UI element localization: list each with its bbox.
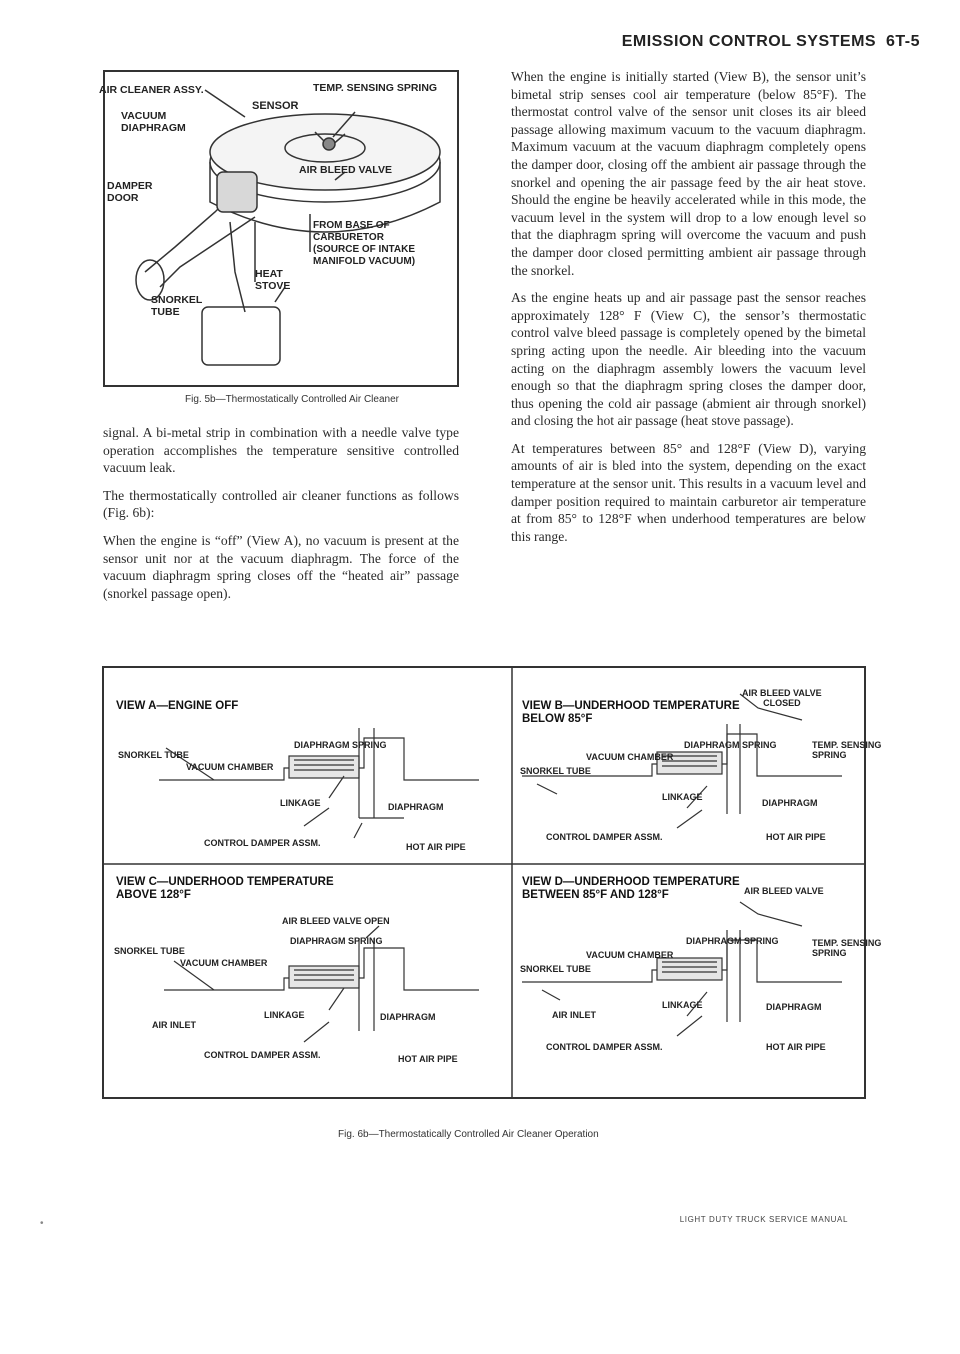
view-c-title: VIEW C—UNDERHOOD TEMPERATURE ABOVE 128°F	[116, 876, 334, 901]
view-a-snorkel-tube: SNORKEL TUBE	[118, 750, 189, 760]
view-b-snorkel-tube: SNORKEL TUBE	[520, 766, 591, 776]
view-b-air-bleed: AIR BLEED VALVE CLOSED	[742, 688, 822, 708]
view-d-temp-spring: TEMP. SENSING SPRING	[812, 938, 882, 958]
view-c-control-damper: CONTROL DAMPER ASSM.	[204, 1050, 321, 1060]
paragraph: When the engine is initially started (View B), the sensor unit’s bimetal strip senses cool air temperature (below 85°F). The thermostat control valve of the sensor unit closes its air bleed passage allowing maximum vacuum to the vacuum diaphragm. Maximum vacuum at the vacuum diaphragm completely opens the damper door, closing off the ambient air passage through the snorkel and opening the air passage feed by the air heat stove. Should the engine be heavily accelerated while in this mode, the vacuum level in the system will drop to a low enough level so that the diaphragm spring will overcome the vacuum and push the damper door closed permitting ambient air passage through the snorkel.	[511, 69, 866, 278]
view-d-title: VIEW D—UNDERHOOD TEMPERATURE BETWEEN 85°F AND 128°F	[522, 876, 740, 901]
view-c-panel	[104, 866, 484, 1081]
view-b-diaphragm-spring: DIAPHRAGM SPRING	[684, 740, 777, 750]
paragraph: As the engine heats up and air passage past the sensor reaches approximately 128° F (View C), the sensor’s thermostatic control valve bleed passage is completely opened by the bimetal spring acting upon the needle. Air bleeding into the vacuum acting on the diaphragm assembly lowers the vacuum level enough so that the diaphragm spring closes the damper door, thus opening the cold air passage (abmient air through snorkel) and closing the hot air passage (heat stove passage).	[511, 290, 866, 429]
view-a-diaphragm: DIAPHRAGM	[388, 802, 444, 812]
view-a-panel	[104, 668, 484, 883]
view-a-linkage: LINKAGE	[280, 798, 321, 808]
label-snorkel-tube: SNORKEL TUBE	[151, 294, 203, 318]
page-footer: LIGHT DUTY TRUCK SERVICE MANUAL	[679, 1215, 848, 1224]
label-damper-door: DAMPER DOOR	[107, 180, 153, 204]
paragraph: signal. A bi-metal strip in combination with a needle valve type operation accomplishes the temperature sensitive controlled vacuum leak.	[103, 425, 459, 476]
view-c-air-inlet: AIR INLET	[152, 1020, 196, 1030]
view-d-snorkel-tube: SNORKEL TUBE	[520, 964, 591, 974]
left-column	[103, 424, 459, 612]
label-heat-stove: HEAT STOVE	[255, 268, 291, 292]
label-from-base: FROM BASE OF CARBURETOR (SOURCE OF INTAKE MANIFOLD VACUUM)	[313, 220, 416, 267]
view-a-diaphragm-spring: DIAPHRAGM SPRING	[294, 740, 387, 750]
view-b-vacuum-chamber: VACUUM CHAMBER	[586, 752, 674, 762]
figure-6b	[102, 666, 882, 1099]
right-column	[511, 68, 866, 555]
view-d-diaphragm-spring: DIAPHRAGM SPRING	[686, 936, 779, 946]
fig6b-caption: Fig. 6b—Thermostatically Controlled Air Cleaner Operation	[338, 1129, 599, 1140]
view-c-diaphragm-spring: DIAPHRAGM SPRING	[290, 936, 383, 946]
fig5b-caption: Fig. 5b—Thermostatically Controlled Air Cleaner	[185, 394, 399, 405]
view-d-hot-air-pipe: HOT AIR PIPE	[766, 1042, 826, 1052]
view-d-linkage: LINKAGE	[662, 1000, 703, 1010]
view-b-hot-air-pipe: HOT AIR PIPE	[766, 832, 826, 842]
label-vacuum-diaphragm: VACUUM DIAPHRAGM	[121, 110, 186, 134]
page-number: 6T-5	[885, 33, 920, 50]
view-b-diaphragm: DIAPHRAGM	[762, 798, 818, 808]
paragraph: The thermostatically controlled air cleaner functions as follows (Fig. 6b):	[103, 487, 459, 521]
margin-mark: •	[40, 1218, 44, 1229]
view-b-title: VIEW B—UNDERHOOD TEMPERATURE BELOW 85°F	[522, 700, 740, 725]
label-air-bleed-valve: AIR BLEED VALVE	[299, 164, 392, 176]
view-d-air-inlet: AIR INLET	[552, 1010, 596, 1020]
view-d-vacuum-chamber: VACUUM CHAMBER	[586, 950, 674, 960]
page-header	[622, 33, 920, 51]
label-air-cleaner: AIR CLEANER ASSY.	[99, 84, 204, 96]
view-b-temp-spring: TEMP. SENSING SPRING	[812, 740, 882, 760]
view-a-control-damper: CONTROL DAMPER ASSM.	[204, 838, 321, 848]
view-b-linkage: LINKAGE	[662, 792, 703, 802]
view-d-panel	[512, 866, 892, 1081]
view-b-control-damper: CONTROL DAMPER ASSM.	[546, 832, 663, 842]
view-c-vacuum-chamber: VACUUM CHAMBER	[180, 958, 268, 968]
view-d-control-damper: CONTROL DAMPER ASSM.	[546, 1042, 663, 1052]
view-c-hot-air-pipe: HOT AIR PIPE	[398, 1054, 458, 1064]
view-a-hot-air-pipe: HOT AIR PIPE	[406, 842, 466, 852]
view-a-diagram	[104, 668, 509, 863]
view-c-snorkel-tube: SNORKEL TUBE	[114, 946, 185, 956]
view-c-air-bleed: AIR BLEED VALVE OPEN	[282, 916, 390, 926]
view-c-diaphragm: DIAPHRAGM	[380, 1012, 436, 1022]
view-d-air-bleed: AIR BLEED VALVE	[744, 886, 824, 896]
paragraph: At temperatures between 85° and 128°F (View D), varying amounts of air is bled into the system, depending on the exact temperature at the sensor unit. This results in a vacuum level and damper position required to maintain carburetor air temperature at from 85° to 128°F when underhood temperatures are below this range.	[511, 440, 866, 544]
view-a-title: VIEW A—ENGINE OFF	[116, 700, 239, 712]
label-sensor: SENSOR	[252, 100, 299, 112]
header-title: EMISSION CONTROL SYSTEMS	[621, 33, 877, 50]
view-d-diaphragm: DIAPHRAGM	[766, 1002, 822, 1012]
paragraph: When the engine is “off” (View A), no vacuum is present at the sensor unit nor at the vacuum diaphragm. The force of the vacuum diaphragm spring closes off the “heated air” passage (snorkel passage open).	[103, 532, 459, 601]
figure-5b	[99, 70, 459, 387]
label-temp-spring: TEMP. SENSING SPRING	[313, 82, 438, 94]
view-b-panel	[512, 668, 892, 883]
view-c-linkage: LINKAGE	[264, 1010, 305, 1020]
view-a-vacuum-chamber: VACUUM CHAMBER	[186, 762, 274, 772]
